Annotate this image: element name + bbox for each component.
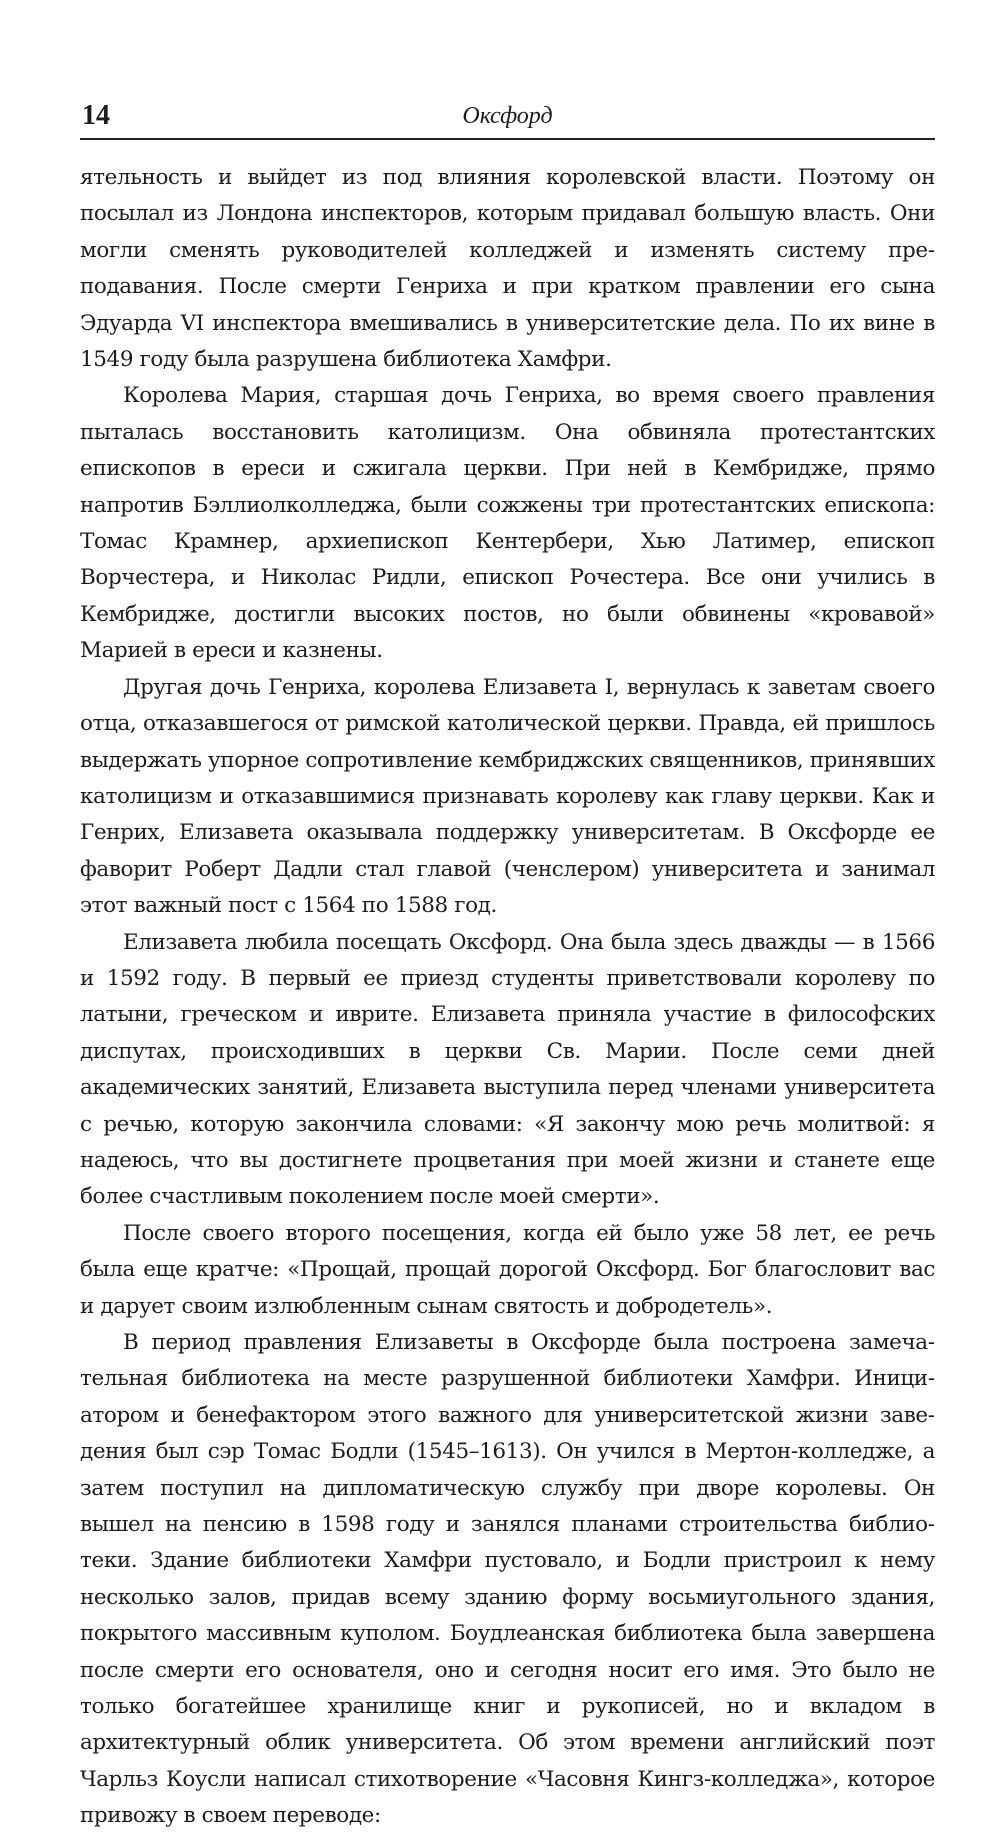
paragraph-3: Другая дочь Генриха, королева Елизавета I, вернулась к заветам своего отца, отказавшегося от римской католической церкви. Правда, ей пришлось выдержать упорное сопротивление кембриджских священников, принявших католицизм и отказавшимися признавать королеву как главу церкви. Как и Генрих, Елизавета оказывала поддержку университетам. В Оксфорде ее фаворит Роберт Дадли стал главой (ченслером) университета и занимал этот важный пост с 1564 по 1588 год. xyxy=(80,674,935,919)
page-number: 14 xyxy=(82,100,110,131)
paragraph-4: Елизавета любила посещать Оксфорд. Она была здесь дважды — в 1566 и 1592 году. В первый ее приезд студенты приветствовали королеву по латыни, греческом и иврите. Елизавета приняла участие в философских диспутах, происходивших в церкви Св. Марии. После семи дней академических занятий, Елизавета выступила перед членами университета с речью, которую закончила словами: «Я закончу мою речь молитвой: я надеюсь, что вы достигнете процветания при моей жизни и станете еще более счастливым поколением после моей смерти». xyxy=(80,929,935,1210)
paragraph-2: Королева Мария, старшая дочь Генриха, во время своего правления пыталась восстановить католицизм. Она обвиняла протестантских епископов в ереси и сжигала церкви. При ней в Кембридже, прямо напротив Бэллиолколледжа, были сожжены три протестантских епископа: Томас Крамнер, архиепископ Кентербери, Хью Латимер, епископ Ворчестера, и Николас Ридли, епископ Рочестера. Все они учились в Кембридже, достигли высоких постов, но были обвинены «кровавой» Марией в ереси и казнены. xyxy=(80,383,935,664)
body-text xyxy=(80,160,935,1835)
running-header xyxy=(80,96,935,140)
paragraph-5: После своего второго посещения, когда ей было уже 58 лет, ее речь была еще кратче: «Прощай, прощай дорогой Оксфорд. Бог благословит вас и дарует своим излюбленным сынам святость и добродетель». xyxy=(80,1220,935,1319)
book-page xyxy=(80,96,935,1835)
running-title: Оксфорд xyxy=(462,103,553,129)
paragraph-6: В период правления Елизаветы в Оксфорде была построена замечательная библиотека на месте разрушенной библиотеки Хамфри. Инициатором и бенефактором этого важного для университетской жизни заведения был сэр Томас Бодли (1545–1613). Он учился в Мертон-колледже, а затем поступил на дипломатическую службу при дворе королевы. Он вышел на пенсию в 1598 году и занялся планами строительства библиотеки. Здание библиотеки Хамфри пустовало, и Бодли пристроил к нему несколько залов, придав всему зданию форму восьмиугольного здания, покрытого массивным куполом. Боудлеанская библиотека была завершена после смерти его основателя, оно и сегодня носит его имя. Это было не только богатейшее хранилище книг и рукописей, но и вкладом в архитектурный облик университета. Об этом времени английский поэт Чарльз Коусли написал стихотворение «Часовня Кингз-колледжа», которое привожу в своем переводе: xyxy=(80,1330,935,1829)
paragraph-1: ятельность и выйдет из под влияния королевской власти. Поэтому он посылал из Лондона инспекторов, которым придавал большую власть. Они могли сменять руководителей колледжей и изменять систему преподавания. После смерти Генриха и при кратком правлении его сына Эдуарда VI инспектора вмешивались в университетские дела. По их вине в 1549 году была разрушена библиотека Хамфри. xyxy=(80,165,935,373)
